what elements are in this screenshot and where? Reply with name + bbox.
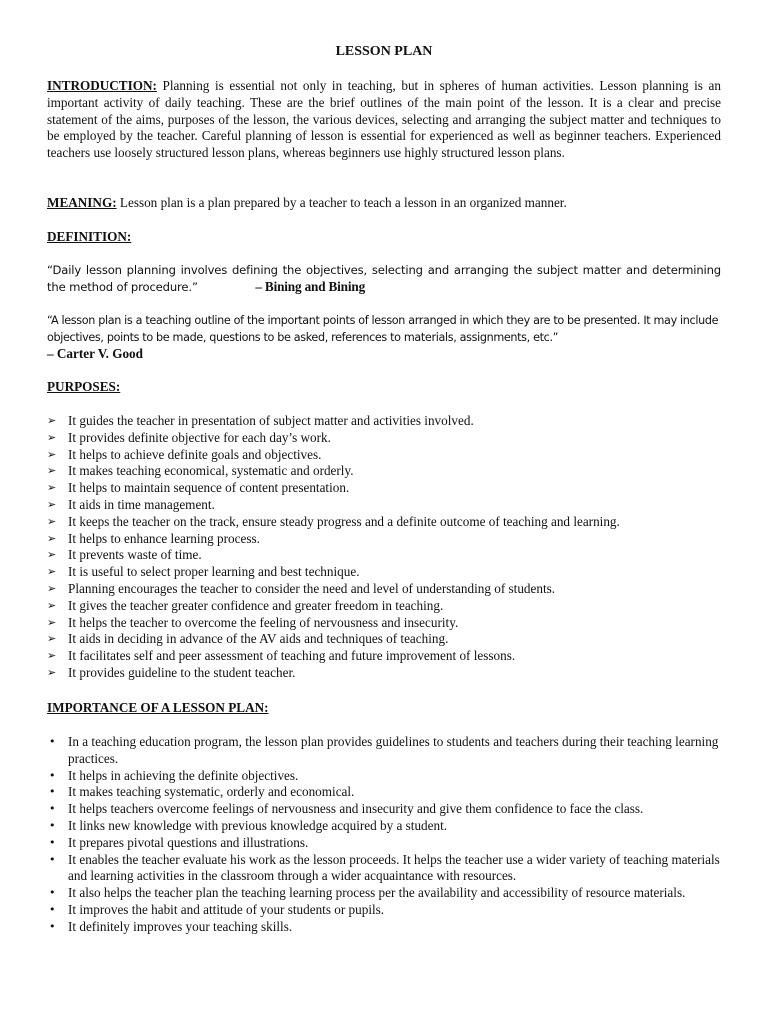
list-item [47,514,721,531]
arrow-bullet-icon: ➢ [47,649,57,663]
list-item [47,413,721,430]
arrow-bullet-icon: ➢ [47,598,57,612]
list-item-text: It facilitates self and peer assessment of teaching and future improvement of lessons. [68,648,516,664]
list-item-text: It aids in deciding in advance of the AV aids and techniques of teaching. [68,631,449,647]
list-item-text: It prevents waste of time. [68,547,202,563]
arrow-bullet-icon: ➢ [47,581,57,595]
introduction-label: INTRODUCTION: [47,78,157,93]
list-item-text: It makes teaching economical, systematic and orderly. [68,463,354,479]
list-item-text: It helps the teacher to overcome the feeling of nervousness and insecurity. [68,614,459,630]
bullet-icon: • [49,785,56,799]
list-item-text: It definitely improves your teaching skills. [68,918,293,934]
list-item [47,665,721,682]
list-item-text: It also helps the teacher plan the teaching learning process per the availability and accessibility of resource materials. [68,885,686,901]
bullet-icon: • [49,902,56,916]
list-item-text: It aids in time management. [68,496,215,512]
bullet-icon: • [49,919,56,933]
list-item [47,531,721,548]
arrow-bullet-icon: ➢ [47,514,57,528]
list-item [47,784,721,801]
list-item [47,835,721,852]
list-item [47,885,721,902]
list-item [47,768,721,785]
list-item-text: It keeps the teacher on the track, ensure steady progress and a definite outcome of teaching and learning. [68,513,620,529]
definition-quote-1-text: “Daily lesson planning involves defining the objectives, selecting and arranging the subject matter and determining the method of procedure.” [47,263,721,294]
purposes-heading: PURPOSES: [47,379,121,394]
list-item [47,734,721,768]
list-item [47,818,721,835]
list-item [47,631,721,648]
list-item-text: It helps teachers overcome feelings of nervousness and insecurity and give them confidence to face the class. [68,801,644,817]
bullet-icon: • [49,886,56,900]
bullet-icon: • [49,802,56,816]
list-item-text: It makes teaching systematic, orderly and economical. [68,784,355,800]
list-item-text: It is useful to select proper learning and best technique. [68,564,360,580]
list-item [47,648,721,665]
document-title: LESSON PLAN [335,44,433,59]
bullet-icon: • [49,835,56,849]
list-item [47,581,721,598]
arrow-bullet-icon: ➢ [47,464,57,478]
arrow-bullet-icon: ➢ [47,531,57,545]
arrow-bullet-icon: ➢ [47,447,57,461]
arrow-bullet-icon: ➢ [47,430,57,444]
bullet-icon: • [49,818,56,832]
importance-list [47,734,721,936]
list-item [47,547,721,564]
list-item [47,919,721,936]
purposes-list [47,413,721,682]
bullet-icon: • [49,852,56,866]
arrow-bullet-icon: ➢ [47,497,57,511]
list-item-text: It helps to enhance learning process. [68,530,260,546]
bullet-icon: • [49,768,56,782]
list-item-text: In a teaching education program, the lesson plan provides guidelines to students and teachers during their teaching learning practices. [68,734,719,766]
introduction-text: Planning is essential not only in teaching, but in spheres of human activities. Lesson planning is an important activity of daily teaching. These are the brief outlines of the main point of the lesson. It is a clear and precise statement of the aims, purposes of the lesson, the various devices, selecting and arranging the subject matter and techniques to be employed by the teacher. Careful planning of lesson is essential for experienced as well as beginner teachers. Experienced teachers use loosely structured lesson plans, whereas beginners use highly structured lesson plans. [47,78,721,161]
list-item [47,564,721,581]
meaning-text: Lesson plan is a plan prepared by a teacher to teach a lesson in an organized manner. [116,195,567,210]
list-item [47,598,721,615]
arrow-bullet-icon: ➢ [47,565,57,579]
bullet-icon: • [49,735,56,748]
arrow-bullet-icon: ➢ [47,481,57,495]
meaning-paragraph [47,195,721,212]
list-item [47,801,721,818]
importance-heading: IMPORTANCE OF A LESSON PLAN: [47,700,269,715]
list-item-text: Planning encourages the teacher to consider the need and level of understanding of students. [68,580,556,596]
arrow-bullet-icon: ➢ [47,632,57,646]
list-item-text: It helps to maintain sequence of content presentation. [68,480,350,496]
arrow-bullet-icon: ➢ [47,414,57,427]
list-item [47,430,721,447]
list-item [47,615,721,632]
arrow-bullet-icon: ➢ [47,615,57,629]
list-item-text: It prepares pivotal questions and illustrations. [68,834,309,850]
definition-quote-1 [47,262,721,296]
list-item [47,447,721,464]
definition-author-2: – Carter V. Good [47,346,143,361]
list-item-text: It links new knowledge with previous knowledge acquired by a student. [68,817,448,833]
list-item [47,902,721,919]
list-item [47,497,721,514]
list-item-text: It enables the teacher evaluate his work as the lesson proceeds. It helps the teacher use a wider variety of teaching materials and learning activities in the classroom through a wider acquaintance with resources. [68,851,720,884]
arrow-bullet-icon: ➢ [47,548,57,562]
list-item-text: It helps to achieve definite goals and objectives. [68,446,322,462]
list-item [47,852,721,886]
list-item-text: It provides definite objective for each day’s work. [68,429,331,445]
definition-quote-2: “A lesson plan is a teaching outline of the important points of lesson arranged in which they are to be presented. It may include objectives, points to be made, questions to be asked, references to materials, assignments, etc.” [47,314,719,344]
arrow-bullet-icon: ➢ [47,665,57,679]
list-item-text: It gives the teacher greater confidence and greater freedom in teaching. [68,597,444,613]
meaning-label: MEANING: [47,195,117,210]
definition-author-1: – Bining and Bining [255,278,366,294]
definition-heading: DEFINITION: [47,229,132,244]
list-item-text: It helps in achieving the definite objectives. [68,767,299,783]
introduction-paragraph [47,78,721,162]
list-item-text: It guides the teacher in presentation of subject matter and activities involved. [68,413,474,428]
list-item [47,463,721,480]
list-item-text: It improves the habit and attitude of your students or pupils. [68,901,385,917]
list-item [47,480,721,497]
list-item-text: It provides guideline to the student teacher. [68,664,296,680]
